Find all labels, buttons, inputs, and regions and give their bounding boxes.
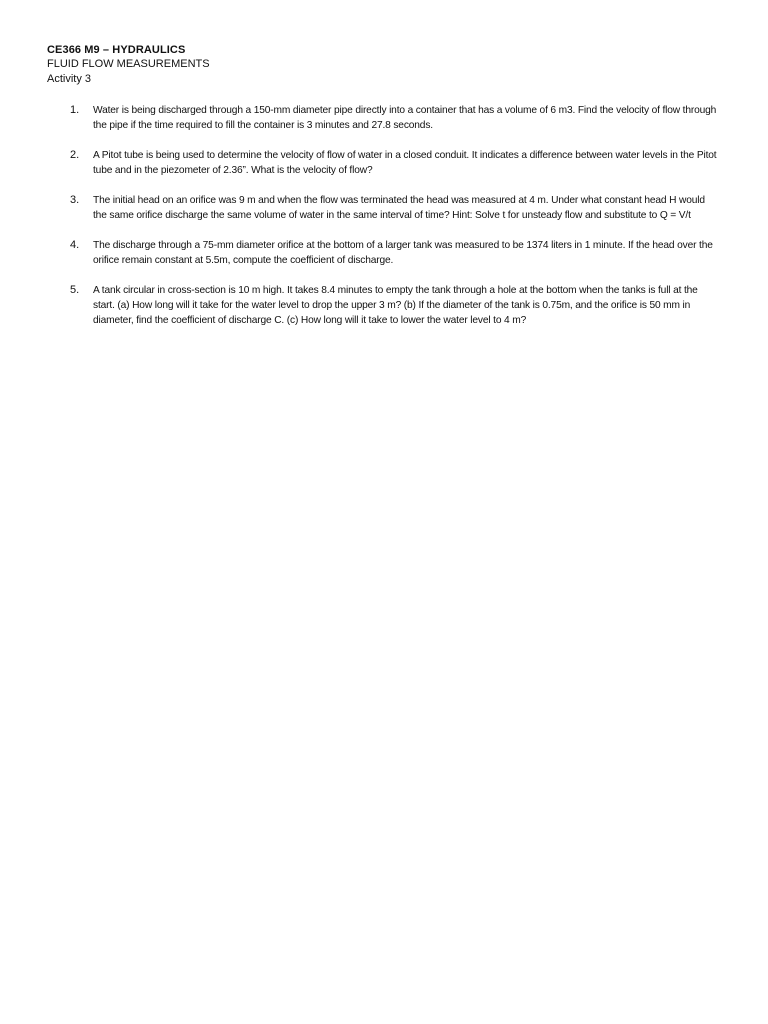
problem-number: 5. xyxy=(70,284,80,296)
document-header xyxy=(47,43,727,87)
problem-item-4 xyxy=(0,238,768,268)
problem-item-3 xyxy=(0,193,768,223)
course-title: CE366 M9 – HYDRAULICS xyxy=(47,44,186,56)
problem-item-1 xyxy=(0,103,768,133)
problem-number: 2. xyxy=(70,149,80,161)
problem-text: A Pitot tube is being used to determine the velocity of flow of water in a closed conduit. It indicates a difference between water levels in the Pitot tube and in the piezometer of 2.36”. What is the velocity of flow? xyxy=(93,150,717,176)
problem-list xyxy=(0,103,768,343)
problem-text: The initial head on an orifice was 9 m and when the flow was terminated the head was measured at 4 m. Under what constant head H would the same orifice discharge the same volume of water in the same interval of time? Hint: Solve t for unsteady flow and substitute to Q = V/t xyxy=(93,195,705,221)
topic-title: FLUID FLOW MEASUREMENTS xyxy=(47,58,210,70)
problem-number: 3. xyxy=(70,194,80,206)
problem-item-5 xyxy=(0,283,768,328)
problem-text: Water is being discharged through a 150-mm diameter pipe directly into a container that has a volume of 6 m3. Find the velocity of flow through the pipe if the time required to fill the container is 3 minutes and 27.8 seconds. xyxy=(93,105,717,131)
problem-text: The discharge through a 75-mm diameter orifice at the bottom of a larger tank was measured to be 1374 liters in 1 minute. If the head over the orifice remain constant at 5.5m, compute the coefficient of discharge. xyxy=(93,240,713,266)
problem-number: 1. xyxy=(70,104,80,116)
problem-item-2 xyxy=(0,148,768,178)
problem-text: A tank circular in cross-section is 10 m high. It takes 8.4 minutes to empty the tank through a hole at the bottom when the tanks is full at the start. (a) How long will it take for the water level to drop the upper 3 m? (b) If the diameter of the tank is 0.75m, and the orifice is 50 mm in diameter, find the coefficient of discharge C. (c) How long will it take to lower the water level to 4 m? xyxy=(93,285,698,326)
problem-number: 4. xyxy=(70,239,80,251)
activity-label: Activity 3 xyxy=(47,73,92,85)
